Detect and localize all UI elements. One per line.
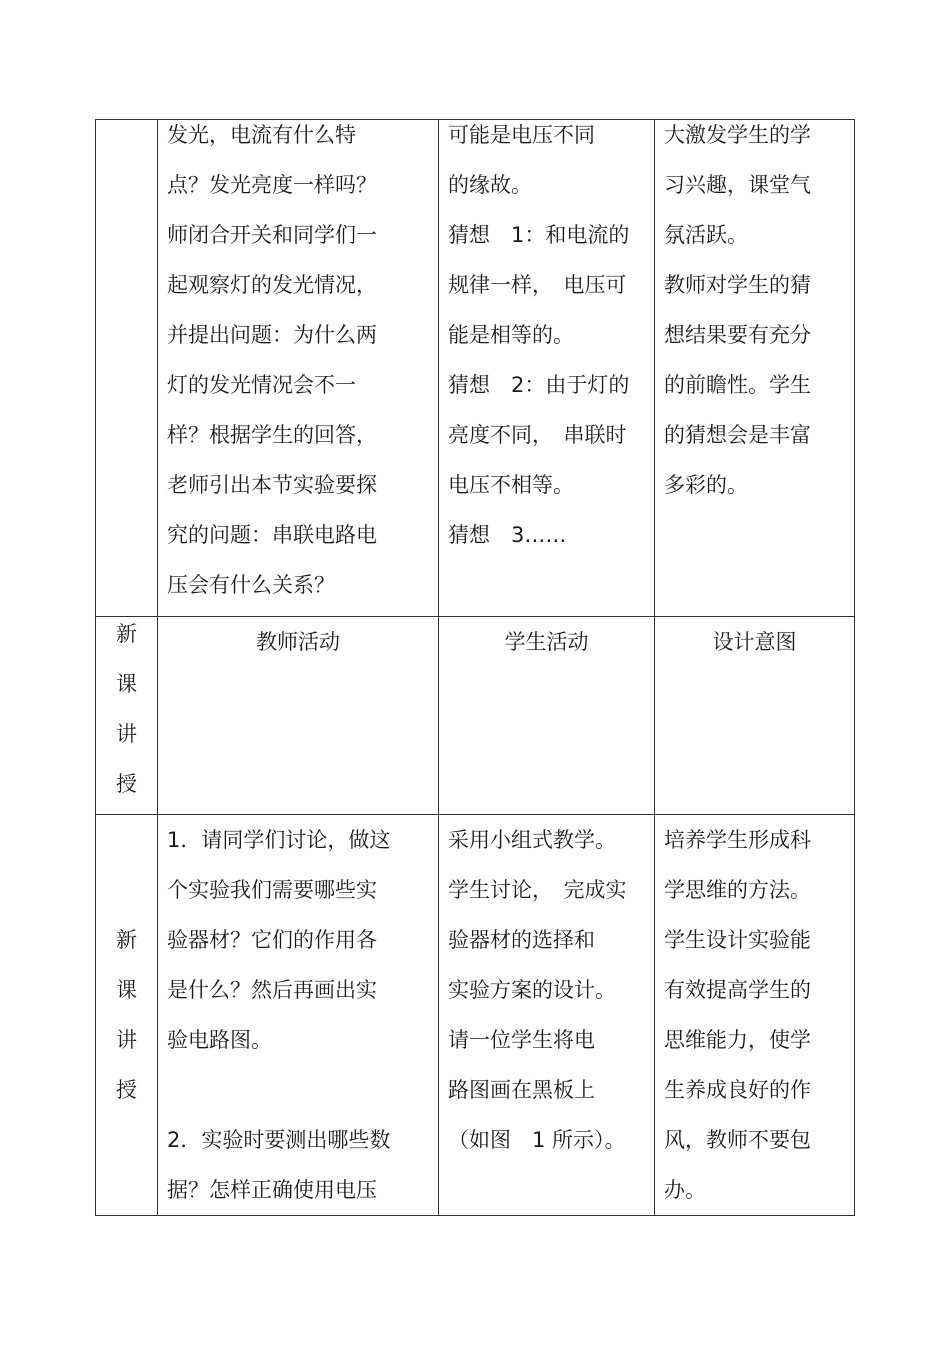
teacher-activity-cell <box>158 815 439 1216</box>
text-line: 实验方案的设计。 <box>448 978 616 1002</box>
section-char: 课 <box>116 672 137 696</box>
spacer <box>167 1065 434 1115</box>
text-line: 的缘故。 <box>448 173 532 197</box>
section-label-cell <box>96 617 158 815</box>
text-line: 的猜想会是丰富 <box>664 423 811 447</box>
text-line: 老师引出本节实验要探 <box>167 473 377 497</box>
text-line: 电压不相等。 <box>448 473 574 497</box>
text-line: 验器材？它们的作用各 <box>167 928 377 952</box>
student-text <box>439 110 654 560</box>
text-line: 生养成良好的作 <box>664 1078 811 1102</box>
teacher-activity-cell <box>158 120 439 617</box>
section-char: 新 <box>116 622 137 646</box>
student-activity-cell <box>439 815 655 1216</box>
teacher-text <box>158 110 438 610</box>
section-cell <box>96 120 158 617</box>
text-line: （如图 1 所示）。 <box>448 1128 626 1152</box>
text-line: 思维能力，使学 <box>664 1028 811 1052</box>
text-line: 学思维的方法。 <box>664 878 811 902</box>
text-line: 据？怎样正确使用电压 <box>167 1178 377 1202</box>
text-line: 并提出问题：为什么两 <box>167 323 377 347</box>
lesson-plan-table <box>95 119 855 1216</box>
teacher-text <box>158 815 438 1215</box>
text-line: 办。 <box>664 1178 706 1202</box>
text-line: 压会有什么关系？ <box>167 573 335 597</box>
text-line: 能是相等的。 <box>448 323 574 347</box>
section-label-cell <box>96 815 158 1216</box>
text-line: 是什么？然后再画出实 <box>167 978 377 1002</box>
text-line: 师闭合开关和同学们一 <box>167 223 377 247</box>
text-line: 培养学生形成科 <box>664 828 811 852</box>
text-line: 教师对学生的猜 <box>664 273 811 297</box>
intent-text <box>655 815 854 1215</box>
text-line: 学生设计实验能 <box>664 928 811 952</box>
design-intent-cell <box>655 120 855 617</box>
section-char: 授 <box>116 772 137 796</box>
text-line: 发光，电流有什么特 <box>167 123 356 147</box>
design-intent-cell <box>655 815 855 1216</box>
text-line: 个实验我们需要哪些实 <box>167 878 377 902</box>
section-char: 讲 <box>116 1028 137 1052</box>
text-line: 验器材的选择和 <box>448 928 595 952</box>
text-line: 1．请同学们讨论，做这 <box>167 828 391 852</box>
text-line: 样？根据学生的回答， <box>167 423 377 447</box>
text-line: 采用小组式教学。 <box>448 828 616 852</box>
text-line: 的前瞻性。学生 <box>664 373 811 397</box>
section-char: 新 <box>116 928 137 952</box>
text-line: 氛活跃。 <box>664 223 748 247</box>
table-row <box>96 120 855 617</box>
text-line: 验电路图。 <box>167 1028 272 1052</box>
student-text <box>439 815 654 1165</box>
text-line: 亮度不同， 串联时 <box>448 423 627 447</box>
text-line: 灯的发光情况会不一 <box>167 373 356 397</box>
text-line: 猜想 2：由于灯的 <box>448 373 630 397</box>
text-line: 路图画在黑板上 <box>448 1078 595 1102</box>
table-header-row <box>96 617 855 815</box>
text-line: 猜想 1：和电流的 <box>448 223 630 247</box>
text-line: 有效提高学生的 <box>664 978 811 1002</box>
text-line: 点？发光亮度一样吗？ <box>167 173 377 197</box>
text-line: 请一位学生将电 <box>448 1028 595 1052</box>
text-line: 想结果要有充分 <box>664 323 811 347</box>
section-char: 授 <box>116 1078 137 1102</box>
intent-text <box>655 110 854 510</box>
student-activity-header: 学生活动 <box>439 617 655 815</box>
text-line: 学生讨论， 完成实 <box>448 878 627 902</box>
text-line: 究的问题：串联电路电 <box>167 523 377 547</box>
section-char: 讲 <box>116 722 137 746</box>
design-intent-header: 设计意图 <box>655 617 855 815</box>
text-line: 规律一样， 电压可 <box>448 273 627 297</box>
table-row <box>96 815 855 1216</box>
text-line: 2．实验时要测出哪些数 <box>167 1128 391 1152</box>
teacher-activity-header: 教师活动 <box>158 617 439 815</box>
text-line: 可能是电压不同 <box>448 123 595 147</box>
text-line: 习兴趣，课堂气 <box>664 173 811 197</box>
section-char: 课 <box>116 978 137 1002</box>
text-line: 风，教师不要包 <box>664 1128 811 1152</box>
text-line: 多彩的。 <box>664 473 748 497</box>
text-line: 大激发学生的学 <box>664 123 811 147</box>
text-line: 起观察灯的发光情况， <box>167 273 377 297</box>
text-line: 猜想 3…… <box>448 523 567 547</box>
student-activity-cell <box>439 120 655 617</box>
